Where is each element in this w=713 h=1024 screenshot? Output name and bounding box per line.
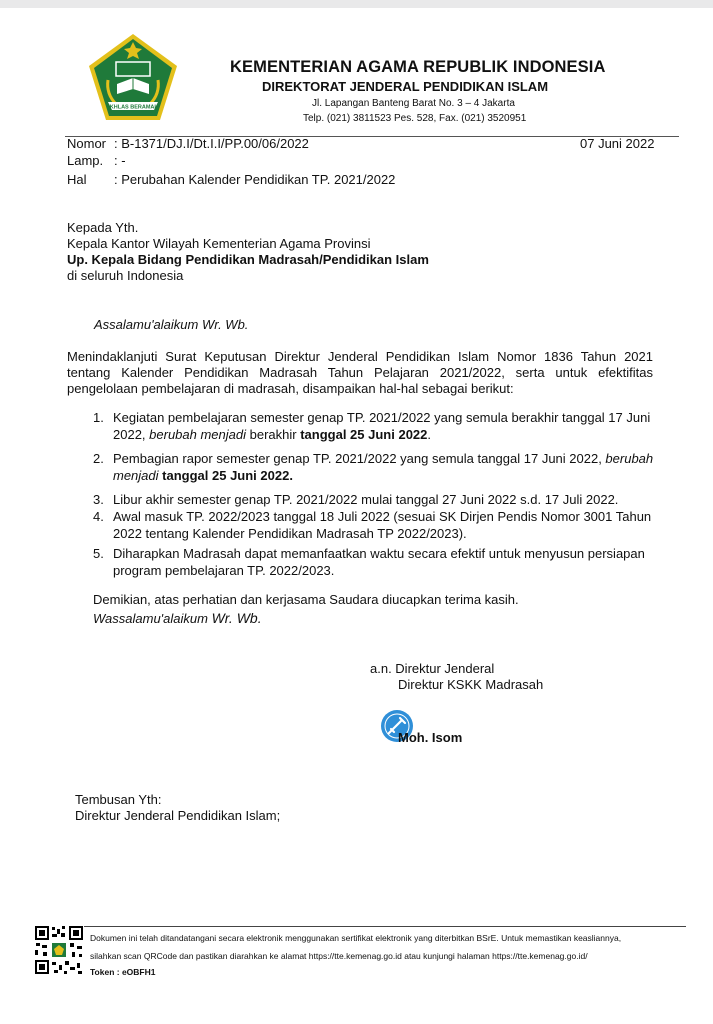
qr-code-icon bbox=[34, 925, 84, 975]
lamp-label: Lamp. bbox=[67, 153, 104, 168]
hal-label: Hal bbox=[67, 172, 87, 187]
letter-date: 07 Juni 2022 bbox=[580, 136, 655, 151]
item-text: Pembagian rapor semester genap TP. 2021/2022 yang semula tanggal 17 Juni 2022, berubah menjadi tanggal 25 Juni 2022. bbox=[113, 451, 654, 483]
item-number: 3. bbox=[93, 492, 104, 507]
phone-fax: Telp. (021) 3811523 Pes. 528, Fax. (021) 3520951 bbox=[303, 113, 527, 124]
recipient-line-4: di seluruh Indonesia bbox=[67, 268, 184, 283]
recipient-line-2: Kepala Kantor Wilayah Kementerian Agama Provinsi bbox=[67, 236, 371, 251]
logo-motto: IKHLAS BERAMAL bbox=[108, 104, 158, 111]
tembusan-item: Direktur Jenderal Pendidikan Islam; bbox=[75, 808, 281, 823]
address: Jl. Lapangan Banteng Barat No. 3 – 4 Jakarta bbox=[312, 98, 515, 109]
footer-token: Token : eOBFH1 bbox=[90, 967, 156, 977]
tembusan-label: Tembusan Yth: bbox=[75, 792, 162, 807]
item-text: Awal masuk TP. 2022/2023 tanggal 18 Juli 2022 (sesuai SK Dirjen Pendis Nomor 3001 Tahun 2022 tentang Kalender Pendidikan Madrasah TP 2022/2023). bbox=[113, 509, 652, 541]
recipient-block bbox=[67, 220, 429, 284]
signatory-title-2: Direktur KSKK Madrasah bbox=[398, 677, 544, 692]
footer-divider bbox=[34, 926, 686, 927]
nomor-value: : B-1371/DJ.I/Dt.I.I/PP.00/06/2022 bbox=[114, 136, 309, 151]
footer-line-1: Dokumen ini telah ditandatangani secara elektronik menggunakan sertifikat elektronik yang diterbitkan BSrE. Untuk memastikan keasliannya, bbox=[90, 933, 622, 943]
lamp-value: : - bbox=[114, 153, 126, 168]
item-text: Libur akhir semester genap TP. 2021/2022 mulai tanggal 27 Juni 2022 s.d. 17 Juli 2022. bbox=[113, 492, 619, 507]
greeting: Assalamu'alaikum Wr. Wb. bbox=[94, 317, 249, 332]
item-number: 4. bbox=[93, 509, 104, 524]
letter-page bbox=[0, 8, 713, 1024]
item-text: Diharapkan Madrasah dapat memanfaatkan waktu secara efektif untuk menyusun persiapan program pembelajaran TP. 2022/2023. bbox=[113, 546, 645, 578]
directorate-title: DIREKTORAT JENDERAL PENDIDIKAN ISLAM bbox=[262, 79, 549, 94]
item-number: 1. bbox=[93, 410, 104, 425]
recipient-line-1: Kepada Yth. bbox=[67, 220, 139, 235]
closing-text: Demikian, atas perhatian dan kerjasama Saudara diucapkan terima kasih. bbox=[93, 592, 519, 607]
kemenag-emblem-icon bbox=[86, 32, 180, 124]
signatory-title-1: a.n. Direktur Jenderal bbox=[370, 661, 495, 676]
item-number: 2. bbox=[93, 451, 104, 466]
footer-line-2: silahkan scan QRCode dan pastikan diarahkan ke alamat https://tte.kemenag.go.id atau kunjungi halaman https://tte.kemenag.go.id/ bbox=[90, 951, 588, 961]
closing-salam: Wassalamu'alaikum Wr. Wb. bbox=[93, 610, 262, 626]
recipient-line-3: Up. Kepala Bidang Pendidikan Madrasah/Pendidikan Islam bbox=[67, 252, 429, 267]
nomor-label: Nomor bbox=[67, 136, 107, 151]
intro-paragraph: Menindaklanjuti Surat Keputusan Direktur Jenderal Pendidikan Islam Nomor 1836 Tahun 2021 tentang Kalender Pendidikan Madrasah Tahun Pelajaran 2021/2022, serta untuk efektifitas pengelolaan pembelajaran di madrasah, disampaikan hal-hal sebagai berikut: bbox=[67, 349, 653, 396]
ministry-title: KEMENTERIAN AGAMA REPUBLIK INDONESIA bbox=[230, 58, 606, 76]
item-number: 5. bbox=[93, 546, 104, 561]
item-text: Kegiatan pembelajaran semester genap TP. 2021/2022 yang semula berakhir tanggal 17 Juni 2022, berubah menjadi berakhir tanggal 25 Juni 2022. bbox=[113, 410, 651, 442]
signatory-name: Moh. Isom bbox=[398, 730, 463, 745]
hal-value: : Perubahan Kalender Pendidikan TP. 2021/2022 bbox=[114, 172, 396, 187]
